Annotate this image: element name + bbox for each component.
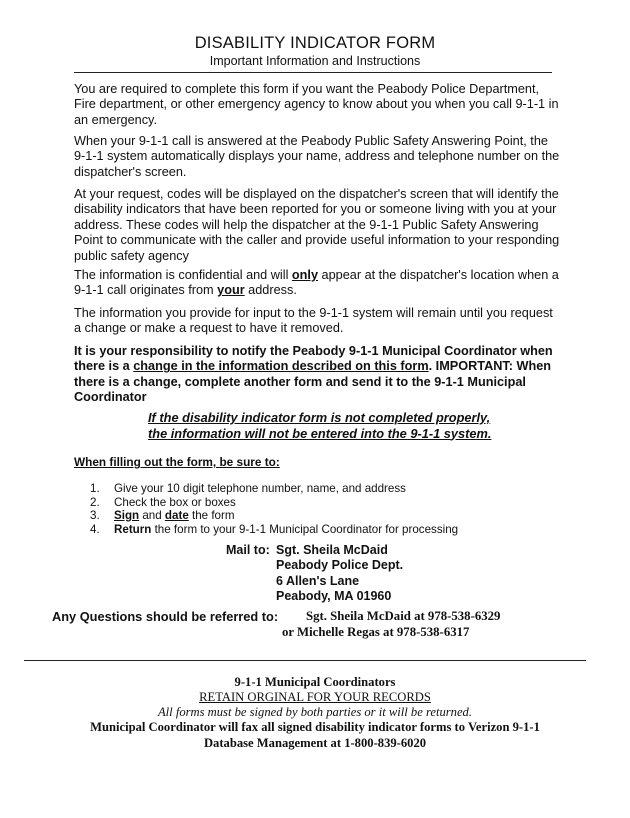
- mail-dept: Peabody Police Dept.: [276, 558, 404, 573]
- paragraph-call-answered: When your 9-1-1 call is answered at the Peabody Public Safety Answering Point, the 9-1-1 system automatically displays your name, address and telephone number on the dispatcher's screen.: [74, 134, 560, 179]
- list-text: and: [139, 509, 165, 522]
- mail-address: [276, 543, 403, 605]
- list-text: Check the box or boxes: [114, 495, 236, 509]
- paragraph-responsibility: [74, 344, 560, 406]
- mail-city: Peabody, MA 01960: [276, 589, 392, 604]
- warning-line-1: If the disability indicator form is not completed properly,: [148, 410, 491, 425]
- confidential-your: your: [217, 283, 245, 298]
- header-divider: [74, 72, 552, 73]
- instructions-list: [90, 482, 458, 536]
- list-item: [90, 509, 458, 523]
- list-item: [90, 482, 458, 496]
- responsibility-text-c: . IMPORTANT: When there is a change, complete another form and send it to the 9-1-1 Municipal Coordinator: [74, 359, 552, 405]
- paragraph-remain: The information you provide for input to the 9-1-1 system will remain until you request a change or make a request to have it removed.: [74, 306, 553, 336]
- list-text: the form: [188, 509, 235, 522]
- list-return: Return: [114, 522, 152, 536]
- responsibility-change: change in the information described on this form: [133, 359, 429, 374]
- instructions-heading: When filling out the form, be sure to:: [74, 455, 280, 469]
- questions-label: Any Questions should be referred to:: [52, 609, 279, 624]
- footer-heading: 9-1-1 Municipal Coordinators: [234, 675, 396, 689]
- mail-street: 6 Allen's Lane: [276, 573, 360, 588]
- confidential-only: only: [291, 268, 319, 282]
- list-sign: Sign: [114, 509, 140, 522]
- list-number: 3.: [90, 509, 100, 522]
- form-title: DISABILITY INDICATOR FORM: [194, 34, 436, 52]
- mail-to-label: Mail to:: [226, 543, 270, 557]
- questions-contact-2: or Michelle Regas at 978-538-6317: [282, 625, 470, 639]
- footer-divider: [24, 660, 586, 661]
- list-number: 1.: [90, 482, 100, 495]
- questions-contact-1: Sgt. Sheila McDaid at 978-538-6329: [306, 609, 501, 623]
- footer-fax-line-2: Database Management at 1-800-839-6020: [203, 736, 427, 750]
- confidential-text-c: appear at the dispatcher's location when a 9-1-1 call originates from: [74, 268, 559, 298]
- list-item: [90, 523, 458, 537]
- paragraph-codes: At your request, codes will be displayed on the dispatcher's screen that will identify the disability indicators that have been reported for you or someone living with you at your address. These codes will help the dispatcher at the 9-1-1 Public Safety Answering Point to communicate with the caller and provide useful information to your responding public safety agency: [74, 187, 560, 263]
- list-number: 2.: [90, 495, 100, 509]
- responsibility-text-a: It is your responsibility to notify the Peabody 9-1-1 Municipal Coordinator when there is a: [74, 344, 553, 374]
- confidential-text-e: address.: [244, 283, 297, 298]
- paragraph-required: You are required to complete this form if you want the Peabody Police Department, Fire department, or other emergency agency to know about you when you call 9-1-1 in an emergency.: [74, 82, 559, 127]
- list-item: [90, 496, 458, 510]
- warning-line-2: the information will not be entered into the 9-1-1 system.: [148, 425, 492, 441]
- warning-notice: [148, 410, 548, 441]
- list-text: the form to your 9-1-1 Municipal Coordinator for processing: [151, 522, 459, 536]
- list-text: Give your 10 digit telephone number, name, and address: [114, 482, 406, 495]
- paragraph-confidential: [74, 268, 560, 299]
- mail-name: Sgt. Sheila McDaid: [276, 543, 388, 557]
- list-number: 4.: [90, 522, 100, 536]
- footer-signed-note: All forms must be signed by both parties or it will be returned.: [157, 705, 472, 719]
- confidential-text-a: The information is confidential and will: [74, 268, 292, 282]
- form-subtitle: Important Information and Instructions: [209, 54, 421, 68]
- list-date: date: [164, 509, 189, 522]
- footer-fax-line-1: Municipal Coordinator will fax all signed disability indicator forms to Verizon 9-1-1: [90, 720, 540, 734]
- footer-retain: RETAIN ORGINAL FOR YOUR RECORDS: [199, 690, 431, 704]
